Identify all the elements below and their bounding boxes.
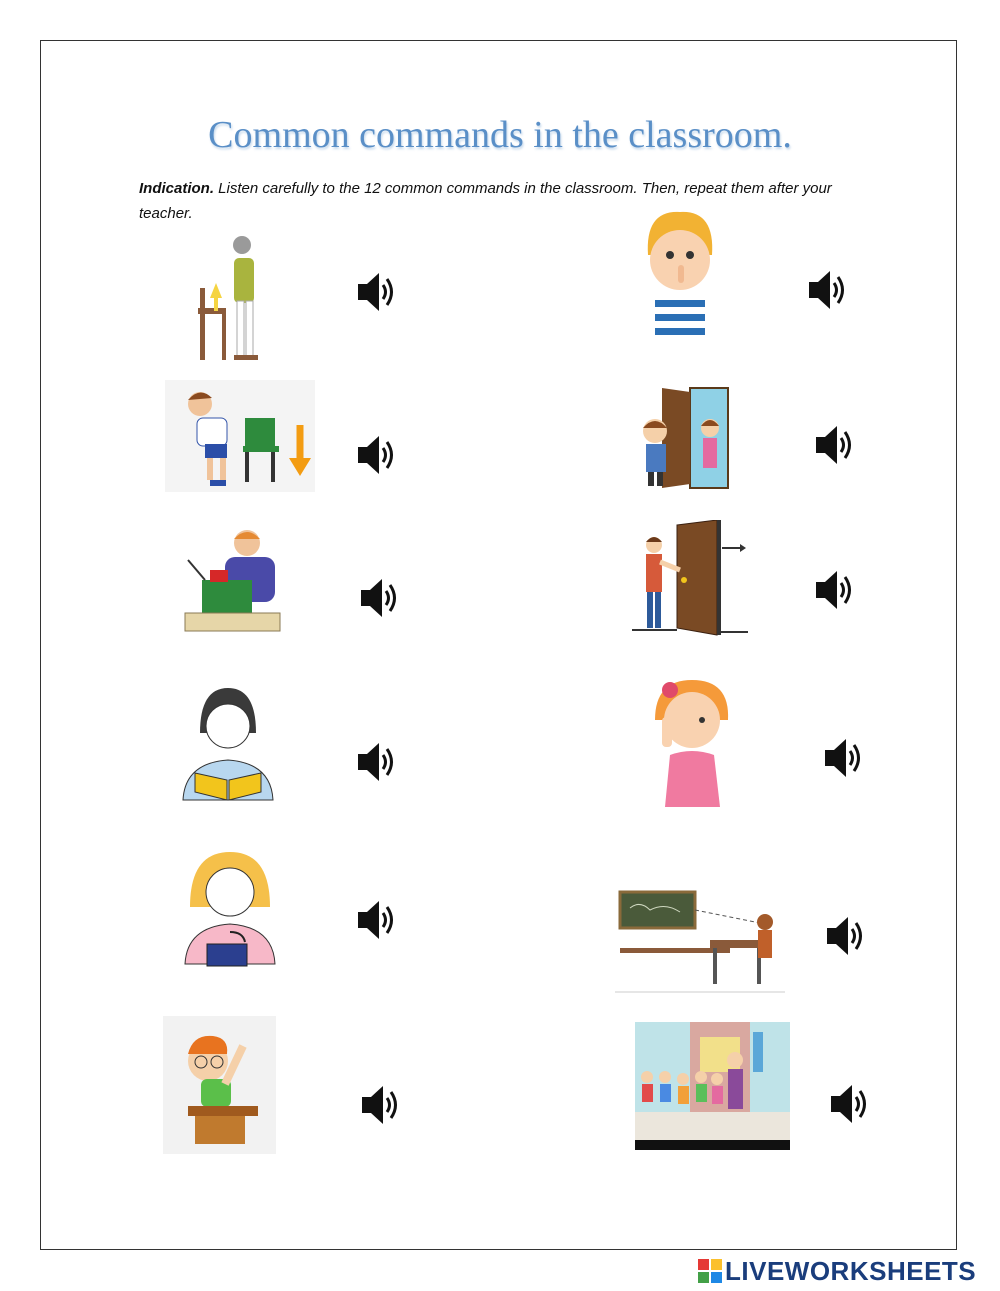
- sit-down-illustration: [165, 380, 315, 492]
- liveworksheets-text: LIVEWORKSHEETS: [725, 1255, 977, 1286]
- indication-body: Listen carefully to the 12 common commands in the classroom. Then, repeat them after your teacher.: [139, 180, 832, 222]
- close-book-illustration: [175, 852, 283, 970]
- speaker-icon[interactable]: [830, 1082, 870, 1126]
- speaker-icon[interactable]: [357, 898, 397, 942]
- speaker-icon[interactable]: [360, 576, 400, 620]
- page-title: Common commands in the classroom.: [208, 114, 792, 156]
- speaker-icon[interactable]: [357, 740, 397, 784]
- read-book-illustration: [175, 688, 280, 806]
- speaker-icon[interactable]: [808, 268, 848, 312]
- speaker-icon[interactable]: [824, 736, 864, 780]
- speaker-icon[interactable]: [815, 568, 855, 612]
- speaker-icon[interactable]: [357, 270, 397, 314]
- look-at-board-illustration: [615, 890, 785, 995]
- be-quiet-illustration: [640, 210, 720, 345]
- liveworksheets-logo-icon: [698, 1259, 722, 1283]
- indication-text: [139, 176, 839, 226]
- open-door-illustration: [640, 386, 730, 490]
- indication-label: Indication.: [139, 180, 214, 197]
- raise-hand-illustration: [163, 1016, 276, 1154]
- listen-illustration: [650, 675, 735, 807]
- close-door-illustration: [632, 520, 750, 638]
- speaker-icon[interactable]: [815, 423, 855, 467]
- speaker-icon[interactable]: [357, 433, 397, 477]
- liveworksheets-logo: [698, 1257, 976, 1285]
- line-up-illustration: [635, 1022, 790, 1150]
- stand-up-illustration: [190, 233, 275, 363]
- put-away-illustration: [180, 525, 285, 643]
- speaker-icon[interactable]: [826, 914, 866, 958]
- speaker-icon[interactable]: [361, 1083, 401, 1127]
